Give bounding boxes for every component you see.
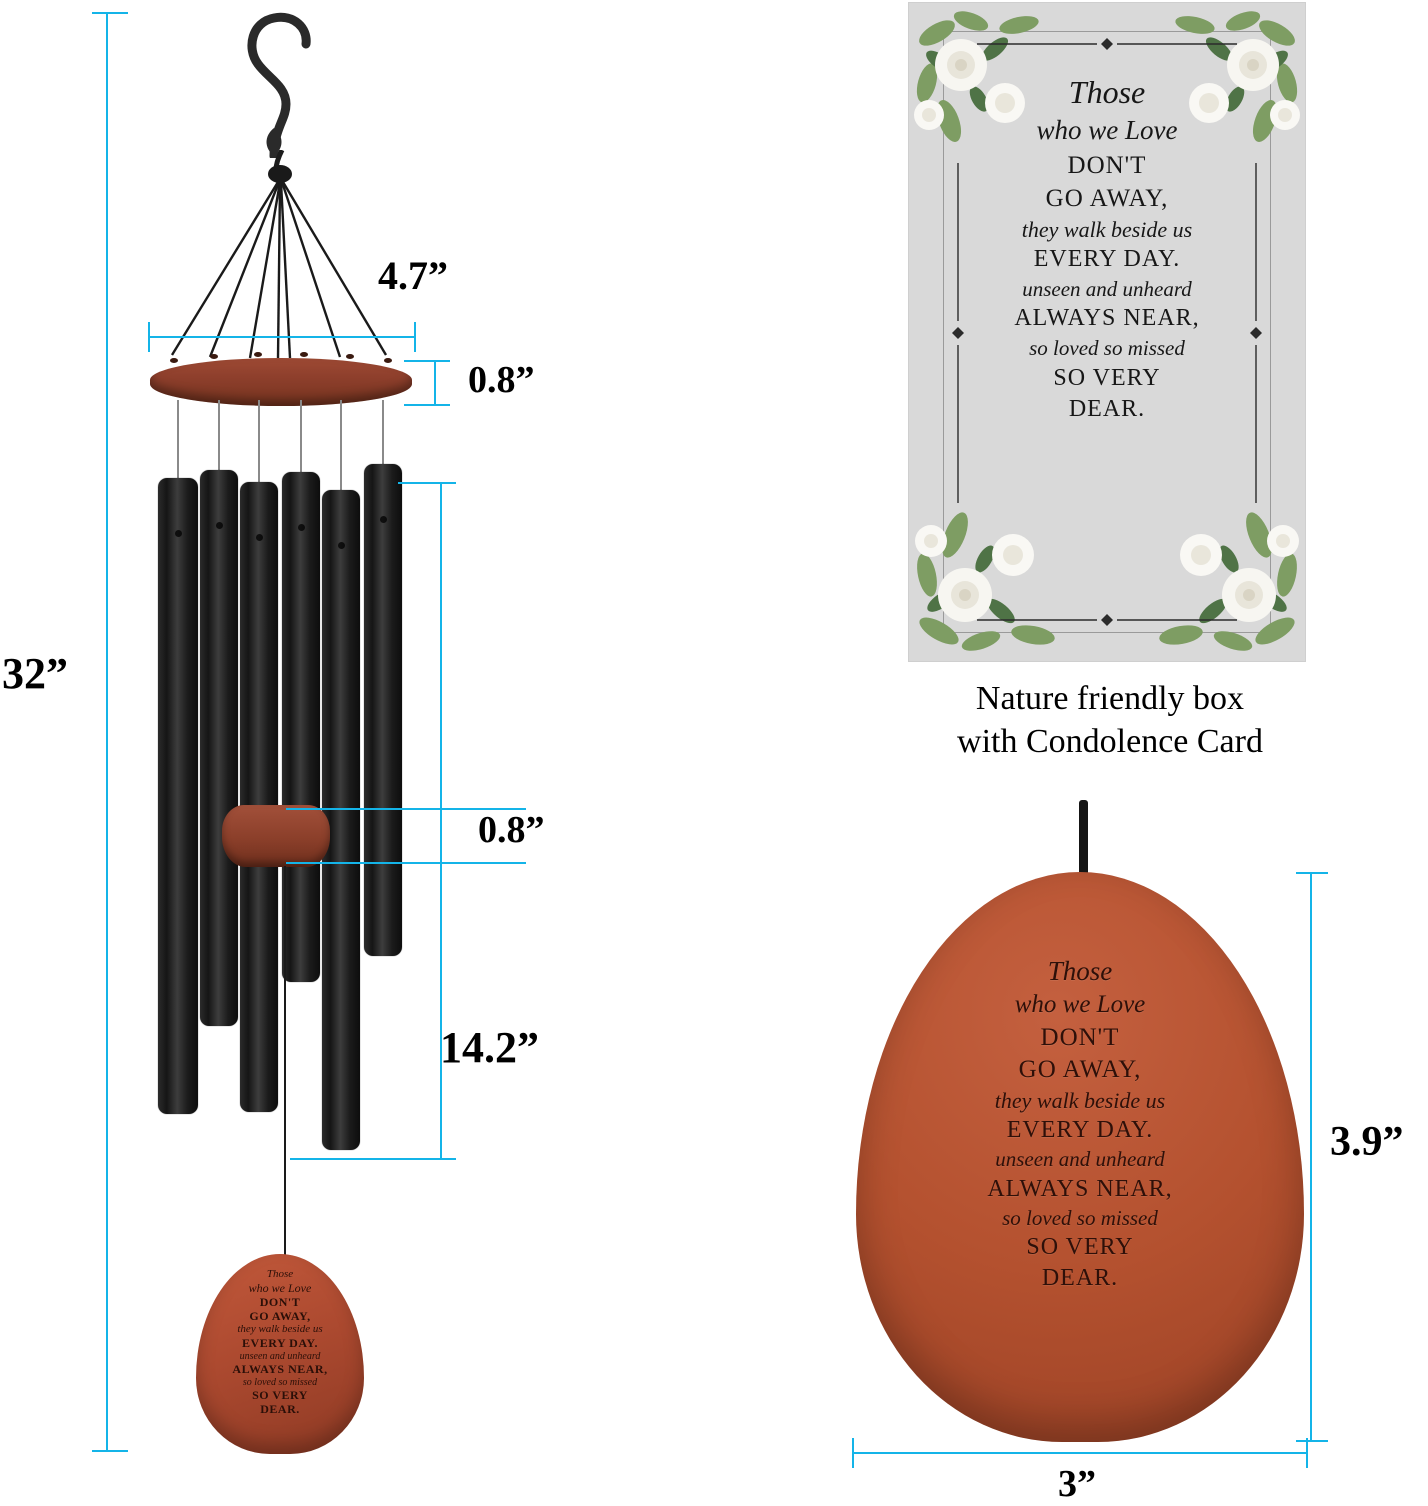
sail-poem-line-4: GO AWAY, [1018, 1056, 1142, 1084]
overall-height-cap-bottom [92, 1450, 128, 1452]
sail-width-cap-left [852, 1438, 854, 1468]
condolence-card [908, 2, 1306, 662]
poem-line-6: EVERY DAY. [242, 1336, 318, 1351]
overall-height-line [106, 12, 108, 1452]
wind-sail-large [856, 872, 1304, 1442]
card-poem-line-10: SO VERY [1053, 364, 1161, 391]
sail-poem-line-11: DEAR. [1041, 1265, 1119, 1292]
card-poem-line-11: DEAR. [1068, 396, 1146, 423]
floral-corner-bottom-right-icon [1145, 486, 1305, 661]
poem-line-9: so loved so missed [242, 1376, 318, 1388]
tube-length-leader-top [398, 482, 442, 484]
label-tube-length: 14.2” [440, 1023, 539, 1072]
disc-width-cap-right [414, 322, 416, 352]
card-top-divider-icon [969, 37, 1245, 51]
sail-poem [856, 954, 1304, 1295]
disc-thickness-leader-top [404, 360, 436, 362]
card-poem-line-8: ALWAYS NEAR, [1014, 305, 1200, 332]
disc-width-cap-left [148, 322, 150, 352]
poem-line-2: who we Love [248, 1280, 312, 1295]
poem-line-3: DON'T [259, 1295, 301, 1310]
sail-poem-line-2: who we Love [1014, 991, 1146, 1019]
card-poem-line-9: so loved so missed [1029, 335, 1185, 360]
sail-height-cap-top [1296, 872, 1328, 874]
sail-poem-line-3: DON'T [1040, 1023, 1120, 1051]
poem-line-11: DEAR. [260, 1402, 300, 1417]
chime-tube [200, 470, 238, 1026]
card-caption-line-1: Nature friendly box [975, 680, 1245, 717]
card-poem-line-7: unseen and unheard [1022, 276, 1192, 301]
sail-poem-line-6: EVERY DAY. [1006, 1117, 1154, 1144]
label-sail-width: 3” [1058, 1463, 1096, 1505]
suspension-strings [150, 150, 410, 365]
tube-length-leader-bottom [290, 1158, 442, 1160]
sail-poem-line-9: so loved so missed [1002, 1205, 1158, 1230]
card-poem-line-2: who we Love [1036, 115, 1178, 146]
poem-line-8: ALWAYS NEAR, [232, 1362, 328, 1377]
disc-width-line [148, 336, 416, 338]
chime-tube [282, 472, 320, 982]
card-poem [909, 71, 1305, 426]
floral-corner-bottom-left-icon [909, 486, 1069, 661]
poem-line-1: Those [266, 1268, 294, 1280]
clapper-thickness-leader-bottom [286, 862, 526, 864]
sail-string [284, 866, 286, 1256]
chime-tube [364, 464, 402, 956]
overall-height-cap-top [92, 12, 128, 14]
poem-line-10: SO VERY [252, 1388, 308, 1403]
poem-line-7: unseen and unheard [239, 1350, 321, 1362]
card-poem-line-1: Those [1068, 74, 1146, 110]
sail-poem-line-1: Those [1047, 956, 1113, 986]
wood-clapper [222, 805, 330, 867]
disc-thickness-line [434, 360, 436, 406]
card-caption-line-2: with Condolence Card [957, 722, 1263, 760]
card-poem-line-4: GO AWAY, [1045, 184, 1169, 212]
sail-width-cap-right [1306, 1438, 1308, 1468]
sail-height-line [1310, 872, 1312, 1442]
sail-poem-line-5: they walk beside us [994, 1087, 1166, 1113]
wind-sail-small [196, 1254, 364, 1454]
label-sail-height: 3.9” [1330, 1119, 1404, 1165]
card-bottom-divider-icon [969, 613, 1245, 627]
card-poem-line-5: they walk beside us [1021, 216, 1193, 242]
disc-thickness-leader-bottom [404, 404, 436, 406]
card-poem-line-3: DON'T [1067, 151, 1147, 179]
chime-tube [240, 482, 278, 1112]
poem-line-4: GO AWAY, [249, 1309, 311, 1324]
sail-poem-line-7: unseen and unheard [995, 1147, 1165, 1172]
sail-height-cap-bottom [1296, 1440, 1328, 1442]
label-clapper-thickness: 0.8” [478, 809, 545, 851]
sail-width-line [852, 1452, 1308, 1454]
label-overall-height: 32” [2, 649, 68, 698]
poem-line-5: they walk beside us [237, 1323, 323, 1336]
card-poem-line-6: EVERY DAY. [1033, 245, 1181, 272]
disc-holes [150, 352, 412, 372]
label-disc-width: 4.7” [378, 253, 448, 298]
sail-poem-line-8: ALWAYS NEAR, [987, 1175, 1173, 1202]
card-caption [860, 678, 1360, 763]
label-disc-thickness: 0.8” [468, 359, 535, 401]
hanging-hook-icon [228, 8, 318, 158]
sail-poem-line-10: SO VERY [1026, 1234, 1134, 1261]
chime-tube [158, 478, 198, 1114]
